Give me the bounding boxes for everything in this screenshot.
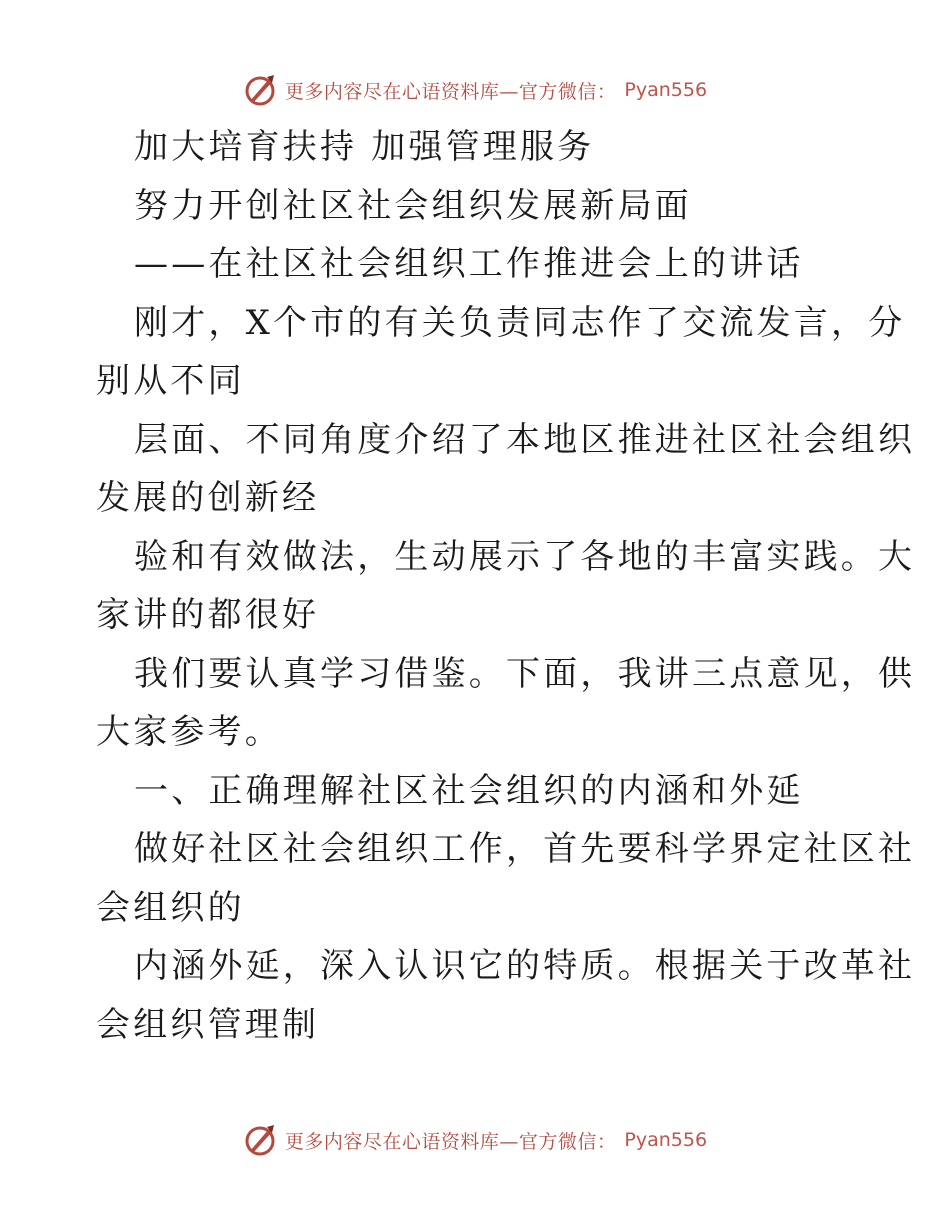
doc-title-line-1: 加大培育扶持 加强管理服务 xyxy=(134,127,595,167)
document-body xyxy=(0,118,950,1054)
paragraph-line: 层面、不同角度介绍了本地区推进社区社会组织 xyxy=(134,419,916,460)
doc-title-line-2: 努力开创社区社会组织发展新局面 xyxy=(134,185,692,226)
paragraph-line: 会组织的 xyxy=(96,887,245,928)
section-heading: 一、正确理解社区社会组织的内涵和外延 xyxy=(134,770,804,811)
footer-banner-text: 更多内容尽在心语资料库—官方微信： xyxy=(284,1130,617,1153)
paragraph-line: 内涵外延，深入认识它的特质。根据关于改革社 xyxy=(134,946,916,986)
header-banner-text: 更多内容尽在心语资料库—官方微信： xyxy=(284,80,617,103)
paragraph-line: 发展的创新经 xyxy=(96,478,320,518)
paragraph-line: 家讲的都很好 xyxy=(96,595,320,635)
paragraph-line: 验和有效做法，生动展示了各地的丰富实践。大 xyxy=(134,536,916,577)
paragraph-line: 大家参考。 xyxy=(96,712,282,752)
paragraph-line: 刚才，X个市的有关负责同志作了交流发言，分 xyxy=(134,302,906,343)
paragraph-line: 会组织管理制 xyxy=(96,1004,320,1045)
footer-banner xyxy=(0,1120,950,1160)
paragraph-line: 做好社区社会组织工作，首先要科学界定社区社 xyxy=(134,829,916,869)
quill-pen-logo-icon xyxy=(243,1123,277,1157)
header-banner xyxy=(0,70,950,110)
quill-pen-logo-icon xyxy=(243,73,277,107)
paragraph-line: 我们要认真学习借鉴。下面，我讲三点意见，供 xyxy=(134,653,916,694)
doc-subtitle: ——在社区社会组织工作推进会上的讲话 xyxy=(134,244,804,284)
paragraph-line: 别从不同 xyxy=(96,361,245,401)
header-wechat-id: Pyan556 xyxy=(624,79,708,101)
footer-wechat-id: Pyan556 xyxy=(624,1129,708,1151)
